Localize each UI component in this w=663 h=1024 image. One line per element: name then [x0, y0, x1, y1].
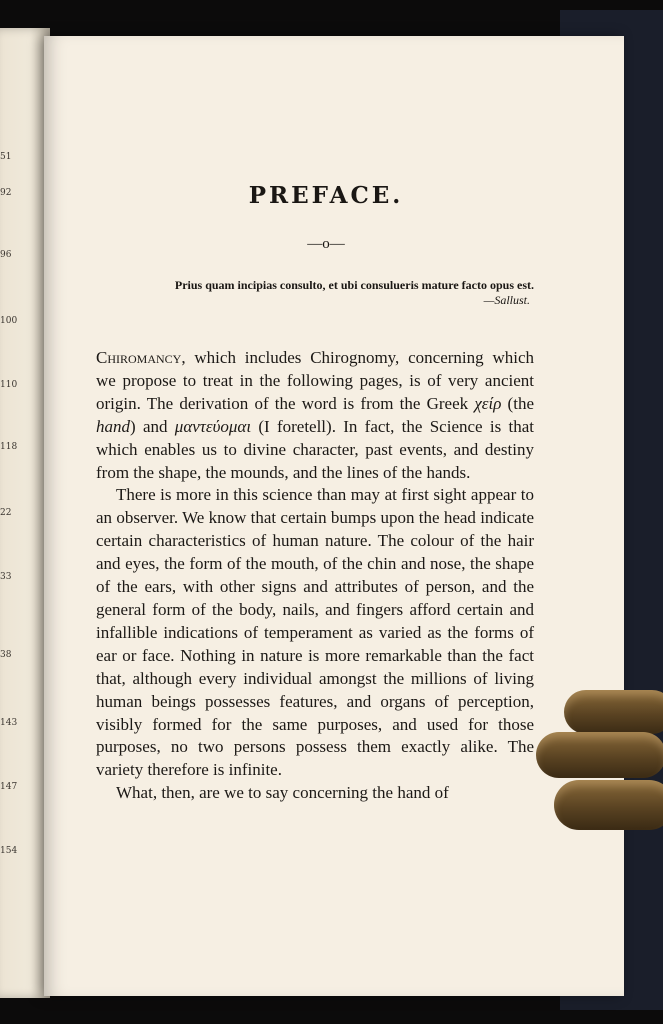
left-page-number: 96	[0, 250, 12, 260]
left-page-number: 38	[0, 650, 12, 660]
greek-word: χείρ	[474, 393, 502, 413]
epigraph: Prius quam incipias consulto, et ubi consulueris mature facto opus est.	[174, 278, 534, 292]
left-page-number: 147	[0, 782, 18, 792]
left-page-number: 100	[0, 316, 18, 326]
paragraph-lead: Chiromancy	[96, 348, 182, 367]
epigraph-source: —Sallust.	[483, 293, 530, 307]
title-ornament: —o—	[307, 236, 345, 252]
paragraph: What, then, are we to say concerning the hand of	[116, 783, 449, 803]
left-page-number: 51	[0, 152, 12, 162]
left-page-number: 110	[0, 380, 18, 390]
left-page-number: 33	[0, 572, 12, 582]
left-page	[0, 28, 50, 998]
paragraph-text: ) and	[130, 416, 175, 436]
left-page-number: 22	[0, 508, 12, 518]
paragraph: There is more in this science than may at first sight appear to an observer. We know that certain bumps upon the head indicate certain characteristics of human nature. The colour of the hair and eyes, the form of the mouth, of the chin and nose, the shape of the ears, with other signs and attributes of person, and the general form of the body, nails, and fingers afford certain and infallible indications of temperament as varied as the forms of ear or face. Nothing in nature is more remarkable than the fact that, although every individual amongst the millions of living human beings possesses features, and organs of perception, visibly formed for the same purposes, and used for those purposes, no two persons possess them exactly alike. The variety therefore is infinite.	[96, 485, 534, 780]
body-text	[96, 347, 534, 805]
paragraph-text: (I foretell). In fact, the Science is that which enables us to divine character, past events, and destiny from the shape, the mounds, and the lines of the hands.	[96, 416, 534, 482]
left-page-number: 118	[0, 442, 18, 452]
greek-word: μαντεύομαι	[174, 416, 252, 436]
left-page-number: 92	[0, 188, 12, 198]
left-page-number: 154	[0, 846, 18, 856]
paragraph-text: (the	[501, 393, 534, 413]
page-title: PREFACE.	[248, 182, 404, 209]
left-page-number: 143	[0, 718, 18, 728]
italic-word: hand	[96, 416, 130, 436]
paragraph-text: , which includes Chirognomy, concerning which we propose to treat in the following pages, is of very ancient origin. The derivation of the word is from the Greek	[96, 348, 534, 413]
holding-hand	[536, 690, 663, 840]
paragraph	[96, 347, 534, 484]
